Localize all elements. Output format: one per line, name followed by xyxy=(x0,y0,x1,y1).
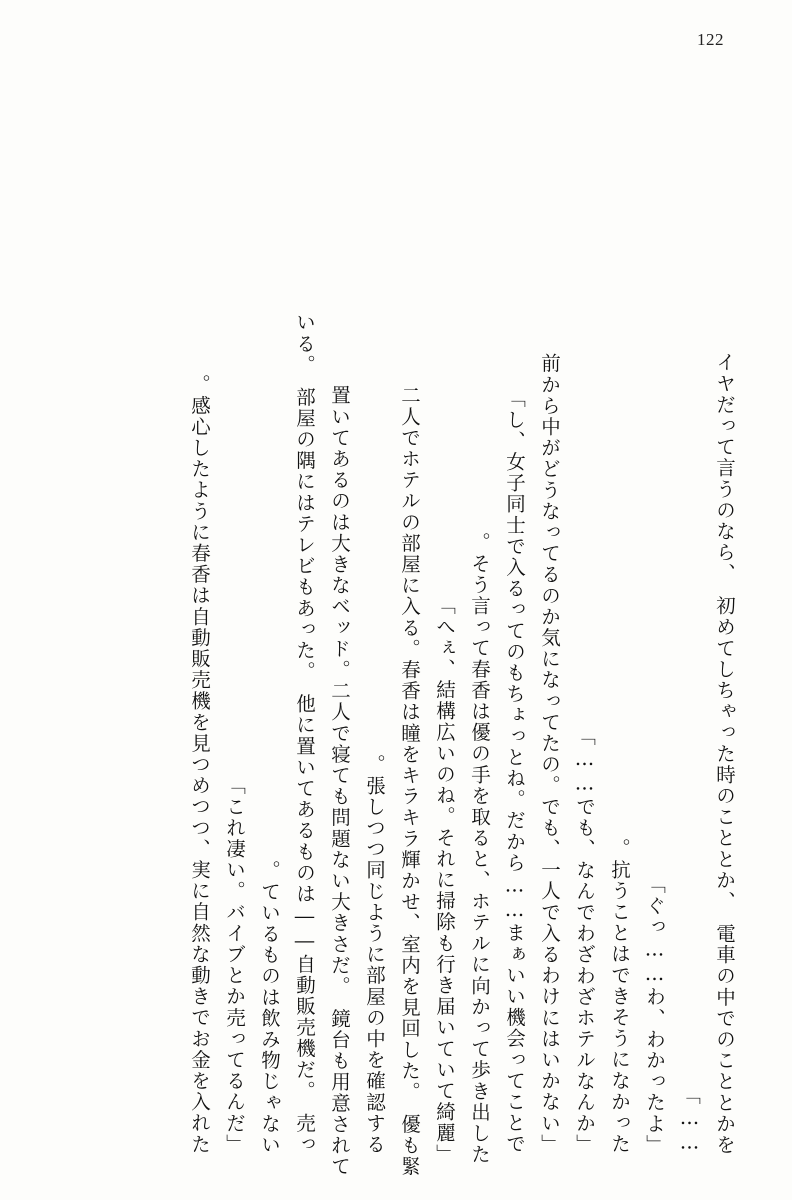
text-column: 感心したように春香は自動販売機を見つめつつ、実に自然な動きでお金を入れた。 xyxy=(188,374,211,1155)
text-column: 張しつつ同じように部屋の中を確認する。 xyxy=(363,754,386,1155)
text-column: いる。 部屋の隅にはテレビもあった。 他に置いてあるものは――自動販売機だ。 売っ xyxy=(293,312,316,1155)
text-column: し、女子同士で入るってのもちょっとね。だから……まぁいい機会ってことで」 xyxy=(503,388,526,1155)
text-column: 「ぐっ……わ、わかったよ」 xyxy=(643,873,666,1155)
text-column: 二人でホテルの部屋に入る。春香は瞳をキラキラ輝かせ、室内を見回した。 優も緊 xyxy=(398,384,421,1177)
text-column: 抗うことはできそうになかった。 xyxy=(608,838,631,1155)
text-column: 「へぇ、結構広いのね。それに掃除も行き届いていて綺麗」 xyxy=(433,595,456,1165)
page-number: 122 xyxy=(697,30,724,49)
vertical-text-body xyxy=(44,100,736,1177)
text-column: 「これ凄い。バイブとか売ってるんだ」 xyxy=(223,775,246,1155)
text-column: イヤだって言うのなら、 初めてしちゃった時のこととか、 電車の中でのこととかを xyxy=(713,351,736,1155)
text-column: そう言って春香は優の手を取ると、ホテルに向かって歩き出した。 xyxy=(468,531,491,1165)
text-column: 置いてあるのは大きなベッド。二人で寝ても問題ない大きさだ。 鏡台も用意されて xyxy=(328,384,351,1177)
text-column: ……」 xyxy=(678,1084,701,1155)
text-column: 「前から中がどうなってるのか気になってたの。でも、一人で入るわけにはいかない xyxy=(538,353,561,1155)
text-column: ているものは飲み物じゃない。 xyxy=(258,859,281,1155)
text-column: 「でも、なんでわざわざホテルなんか……」 xyxy=(573,725,596,1155)
